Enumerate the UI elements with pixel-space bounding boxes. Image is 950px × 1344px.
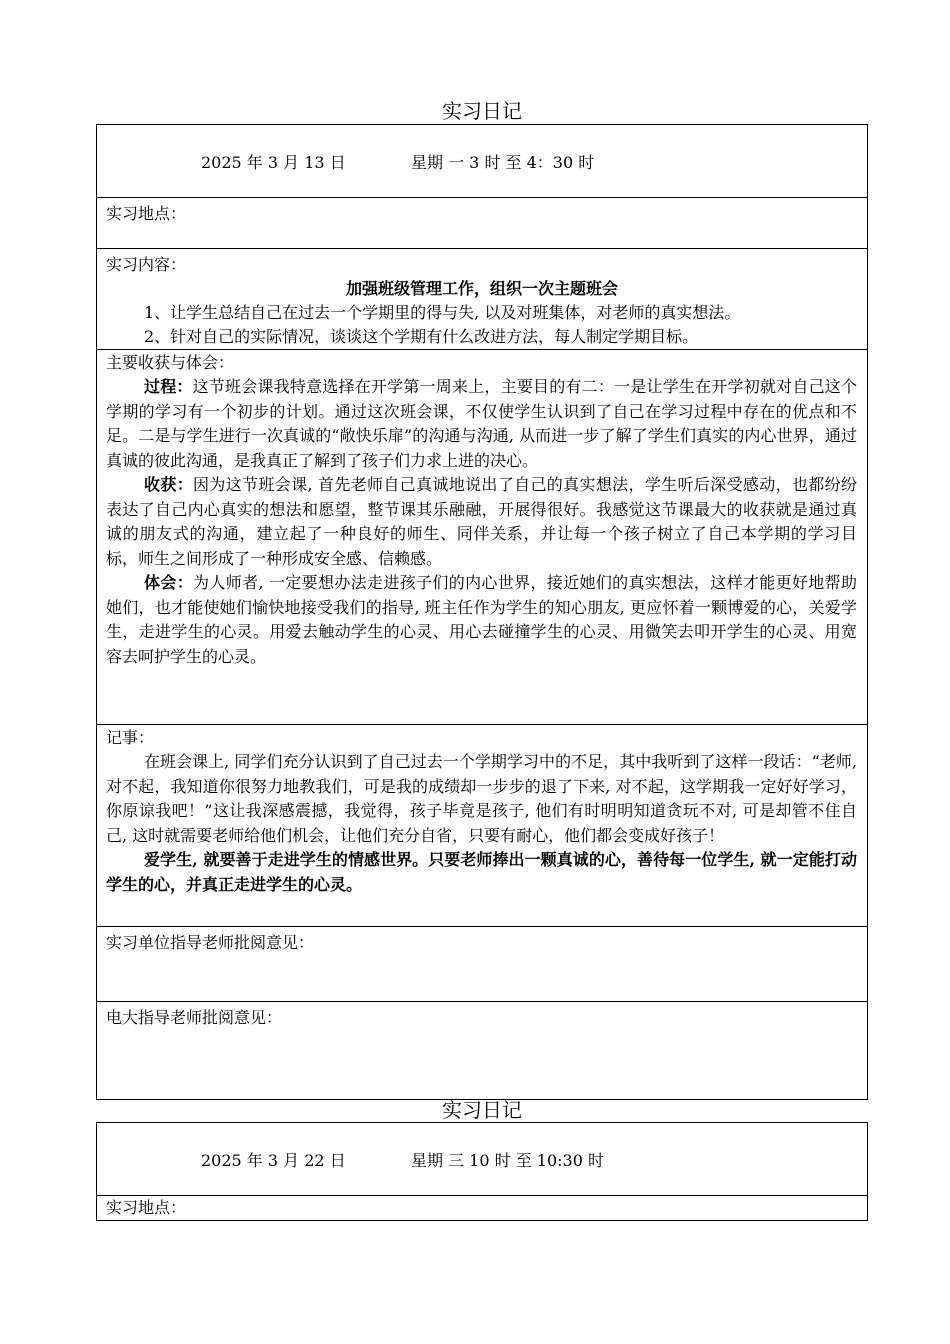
experience-heading: 体会： bbox=[144, 573, 194, 592]
date-text: 2025 年 3 月 22 日 bbox=[201, 1150, 346, 1170]
location-label: 实习地点： bbox=[106, 204, 187, 223]
diary-table bbox=[96, 1122, 868, 1221]
location-row bbox=[97, 1195, 867, 1220]
process-text: 这节班会课我特意选择在开学第一周来上，主要目的有二：一是让学生在开学初就对自己这个学期的学习有一个初步的计划。通过这次班会课，不仅使学生认识到了自己在学习过程中存在的优点和不足。二是与学生进行一次真诚的“敞快乐扉”的沟通与沟通, 从而进一步了解了学生们真实的内心世界，通过真诚的彼此沟通，是我真正了解到了孩子们力求上进的决心。 bbox=[106, 377, 857, 470]
tutor-label: 电大指导老师批阅意见： bbox=[106, 1008, 283, 1027]
content-row bbox=[97, 248, 867, 349]
supervisor-label: 实习单位指导老师批阅意见： bbox=[106, 933, 315, 952]
supervisor-row bbox=[97, 926, 867, 1001]
content-item: 2、针对自己的实际情况，谈谈这个学期有什么改进方法，每人制定学期目标。 bbox=[144, 327, 699, 346]
date-row bbox=[97, 1123, 867, 1195]
date-row bbox=[97, 125, 867, 197]
notes-bold-text: 爱学生, 就要善于走进学生的情感世界。只要老师捧出一颗真诚的心，善待每一位学生, 就一定能打动学生的心，并真正走进学生的心灵。 bbox=[106, 850, 857, 894]
experience-paragraph bbox=[97, 571, 867, 669]
date-text: 2025 年 3 月 13 日 bbox=[201, 152, 346, 172]
location-label: 实习地点： bbox=[106, 1198, 187, 1217]
notes-label: 记事： bbox=[106, 728, 155, 747]
gains-label: 主要收获与体会： bbox=[106, 353, 235, 372]
harvest-text: 因为这节班会课, 首先老师自己真诚地说出了自己的真实想法，学生听后深受感动，也都纷纷表达了自己内心真实的想法和愿望，整节课其乐融融，开展得很好。我感觉这节课最大的收获就是通过真诚的朋友式的沟通，建立起了一种良好的师生、同伴关系，并让每一个孩子树立了自己本学期的学习目标，师生之间形成了一种形成安全感、信赖感。 bbox=[106, 475, 857, 568]
harvest-heading: 收获： bbox=[144, 475, 194, 494]
content-label: 实习内容： bbox=[106, 255, 187, 274]
weekday-time-text: 星期 三 10 时 至 10:30 时 bbox=[411, 1150, 604, 1170]
harvest-paragraph bbox=[97, 473, 867, 571]
diary-title: 实习日记 bbox=[442, 99, 522, 123]
content-heading: 加强班级管理工作，组织一次主题班会 bbox=[345, 279, 618, 298]
process-heading: 过程： bbox=[144, 377, 193, 396]
notes-row bbox=[97, 724, 867, 926]
process-paragraph bbox=[97, 375, 867, 473]
location-row bbox=[97, 197, 867, 248]
diary-title: 实习日记 bbox=[442, 1098, 522, 1122]
experience-text: 为人师者, 一定要想办法走进孩子们的内心世界，接近她们的真实想法，这样才能更好地帮助她们，也才能使她们愉快地接受我们的指导, 班主任作为学生的知心朋友, 更应怀着一颗博爱的心，关爱学生，走进学生的心灵。用爱去触动学生的心灵、用心去碰撞学生的心灵、用微笑去叩开学生的心灵、用宽容去呵护学生的心灵。 bbox=[106, 573, 857, 666]
notes-text: 在班会课上, 同学们充分认识到了自己过去一个学期学习中的不足，其中我听到了这样一段话：“老师, 对不起，我知道你很努力地教我们，可是我的成绩却一步步的退了下来, 对不起，这学期我一定好好学习，你原谅我吧！”这让我深感震撼，我觉得，孩子毕竟是孩子, 他们有时明明知道贪玩不对, 可是却管不住自己, 这时就需要老师给他们机会，让他们充分自省，只要有耐心，他们都会变成好孩子！ bbox=[106, 752, 857, 845]
gains-row bbox=[97, 349, 867, 724]
tutor-row bbox=[97, 1001, 867, 1099]
diary-table bbox=[96, 124, 868, 1100]
content-item: 1、让学生总结自己在过去一个学期里的得与失, 以及对班集体，对老师的真实想法。 bbox=[144, 303, 741, 322]
weekday-time-text: 星期 一 3 时 至 4：30 时 bbox=[411, 152, 595, 172]
